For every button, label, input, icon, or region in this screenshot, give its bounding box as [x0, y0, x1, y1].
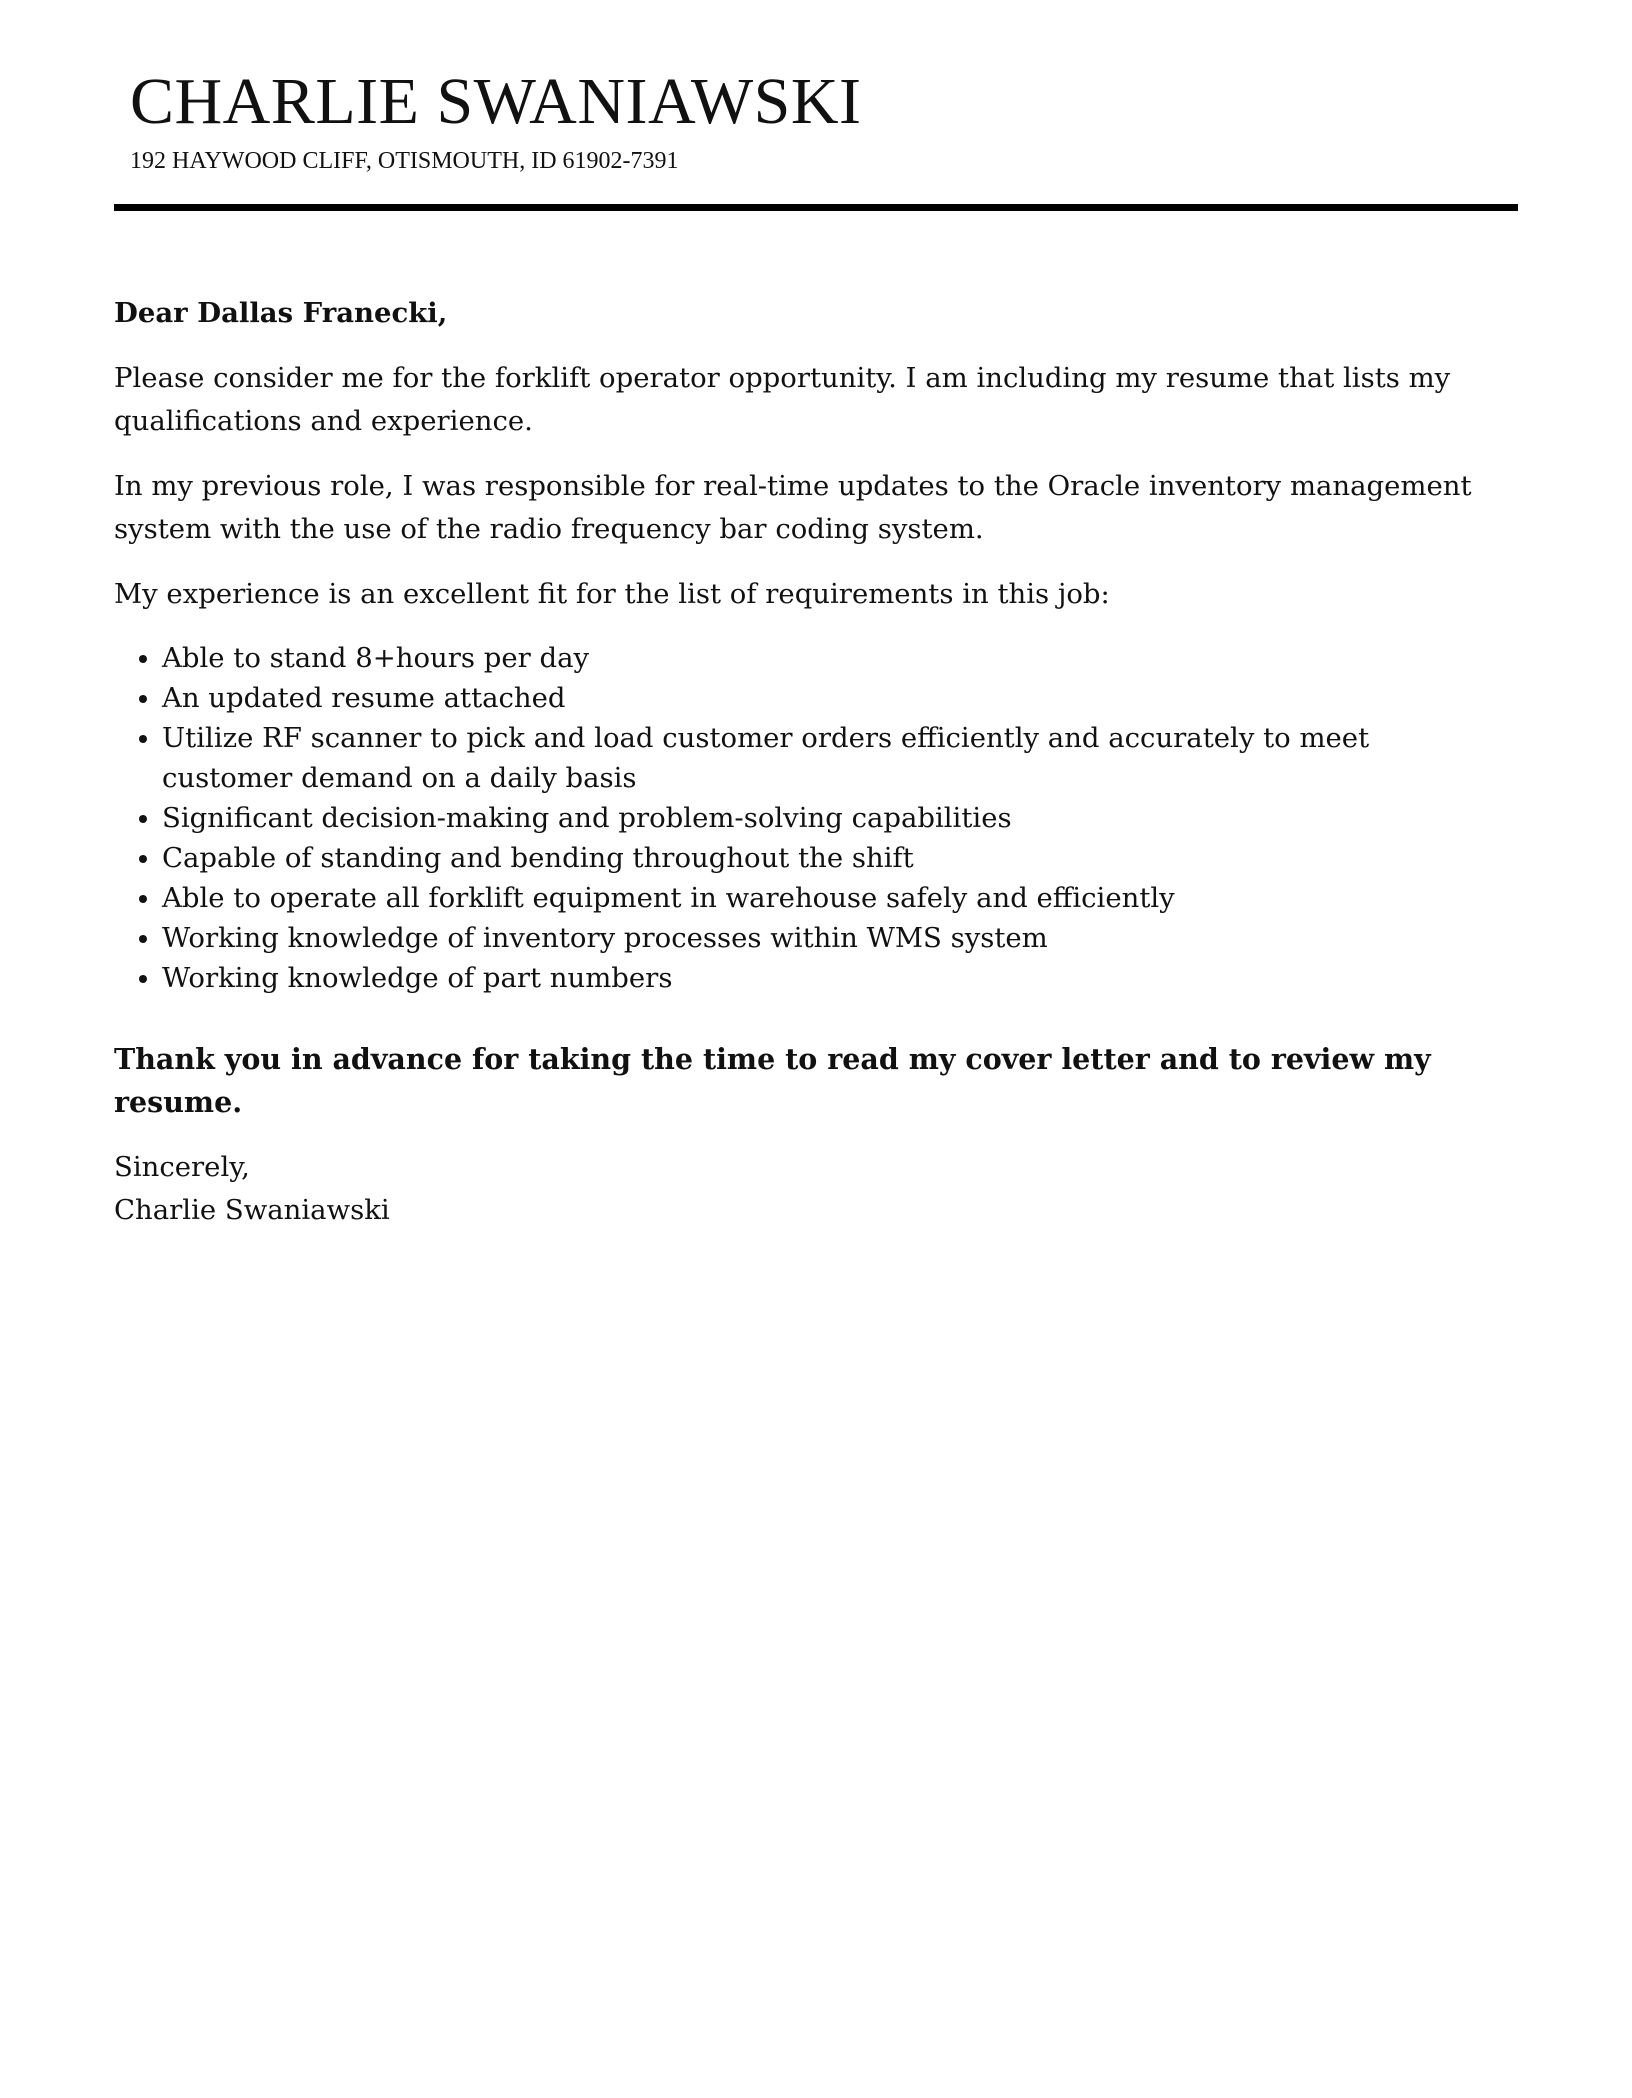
list-item: • Significant decision-making and problem-solving capabilities: [162, 798, 1504, 838]
list-item: • Working knowledge of part numbers: [162, 958, 1504, 998]
list-item: • Able to operate all forklift equipment in warehouse safely and efficiently: [162, 878, 1504, 918]
letter-body: [114, 292, 1504, 1232]
signature-name: Charlie Swaniawski: [114, 1194, 390, 1226]
list-item: • Utilize RF scanner to pick and load customer orders efficiently and accurately to meet customer demand on a daily basis: [162, 718, 1504, 798]
letter-header: [130, 62, 1510, 176]
paragraph-intro: Please consider me for the forklift operator opportunity. I am including my resume that lists my qualifications and experience.: [114, 362, 1451, 437]
applicant-name: CHARLIE SWANIAWSKI: [130, 65, 862, 138]
paragraph-requirements-intro: My experience is an excellent fit for the list of requirements in this job:: [114, 578, 1110, 610]
list-item: • Able to stand 8+hours per day: [162, 638, 1504, 678]
applicant-address: 192 HAYWOOD CLIFF, OTISMOUTH, ID 61902-7391: [130, 148, 679, 174]
signoff-block: [114, 1146, 1504, 1232]
list-item: • Working knowledge of inventory processes within WMS system: [162, 918, 1504, 958]
header-divider: [114, 204, 1518, 211]
list-item: • An updated resume attached: [162, 678, 1504, 718]
paragraph-experience: In my previous role, I was responsible for real-time updates to the Oracle inventory management system with the use of the radio frequency bar coding system.: [114, 470, 1472, 545]
list-item: • Capable of standing and bending throughout the shift: [162, 838, 1504, 878]
signoff: Sincerely,: [114, 1151, 250, 1183]
closing-statement: Thank you in advance for taking the time to read my cover letter and to review my resume.: [114, 1042, 1431, 1119]
salutation: Dear Dallas Franecki,: [114, 297, 448, 329]
requirements-list: [114, 638, 1504, 998]
